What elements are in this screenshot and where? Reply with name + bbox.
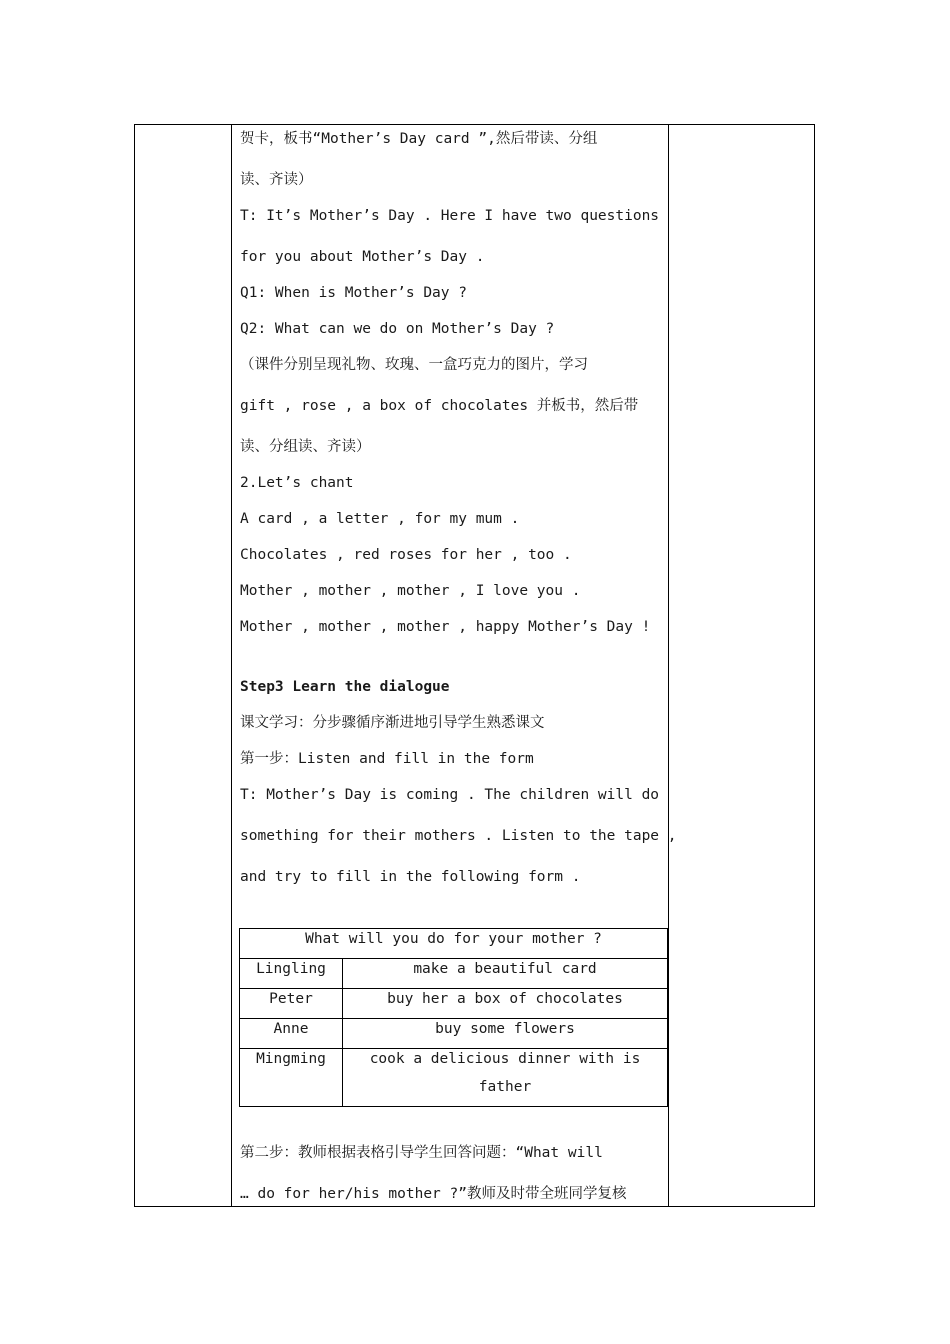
text-line: T: Mother’s Day is coming . The children will do: [240, 787, 660, 803]
step3-intro: 课文学习：分步骤循序渐进地引导学生熟悉课文: [240, 715, 545, 731]
chant-line: Mother , mother , mother , I love you .: [240, 583, 581, 599]
form-action: buy her a box of chocolates: [387, 991, 623, 1007]
form-action: make a beautiful card: [413, 961, 597, 977]
text-line: something for their mothers . Listen to the tape ,: [240, 828, 677, 844]
form-name: Peter: [269, 991, 313, 1007]
text-line: 读、齐读）: [240, 172, 313, 188]
second-step-line: … do for her/his mother ?”教师及时带全班同学复核: [240, 1186, 627, 1202]
text-line: gift , rose , a box of chocolates 并板书，然后带: [240, 398, 639, 414]
column-divider-right: [668, 125, 669, 1206]
question-1: Q1: When is Mother’s Day ?: [240, 285, 467, 301]
text-line: for you about Mother’s Day .: [240, 249, 485, 265]
form-action-continued: father: [478, 1079, 532, 1095]
text-line: and try to fill in the following form .: [240, 869, 581, 885]
form-name: Anne: [273, 1021, 309, 1037]
chant-line: A card , a letter , for my mum .: [240, 511, 520, 527]
form-action: buy some flowers: [435, 1021, 575, 1037]
table-row: [240, 1048, 667, 1107]
chant-line: Mother , mother , mother , happy Mother’s Day !: [240, 619, 651, 635]
question-2: Q2: What can we do on Mother’s Day ?: [240, 321, 555, 337]
lesson-plan-table: [134, 124, 815, 1207]
chant-heading: 2.Let’s chant: [240, 475, 354, 491]
table-row: [240, 988, 667, 1019]
second-step-line: 第二步：教师根据表格引导学生回答问题：“What will: [240, 1145, 603, 1161]
text-line: 贺卡，板书“Mother’s Day card ”,然后带读、分组: [240, 131, 598, 147]
form-header: What will you do for your mother ?: [305, 931, 602, 947]
form-action: cook a delicious dinner with is: [369, 1051, 641, 1067]
step3-heading: Step3 Learn the dialogue: [240, 679, 450, 695]
table-row: [240, 1018, 667, 1049]
text-line: T: It’s Mother’s Day . Here I have two questions: [240, 208, 660, 224]
form-name: Mingming: [256, 1051, 326, 1067]
chant-line: Chocolates , red roses for her , too .: [240, 547, 572, 563]
form-name: Lingling: [256, 961, 326, 977]
text-line: 读、分组读、齐读）: [240, 439, 371, 455]
text-line: （课件分别呈现礼物、玫瑰、一盒巧克力的图片，学习: [240, 357, 588, 373]
first-step: 第一步：Listen and fill in the form: [240, 751, 534, 767]
table-row: [240, 958, 667, 989]
column-divider-left: [231, 125, 232, 1206]
fill-in-form: [239, 928, 668, 1107]
